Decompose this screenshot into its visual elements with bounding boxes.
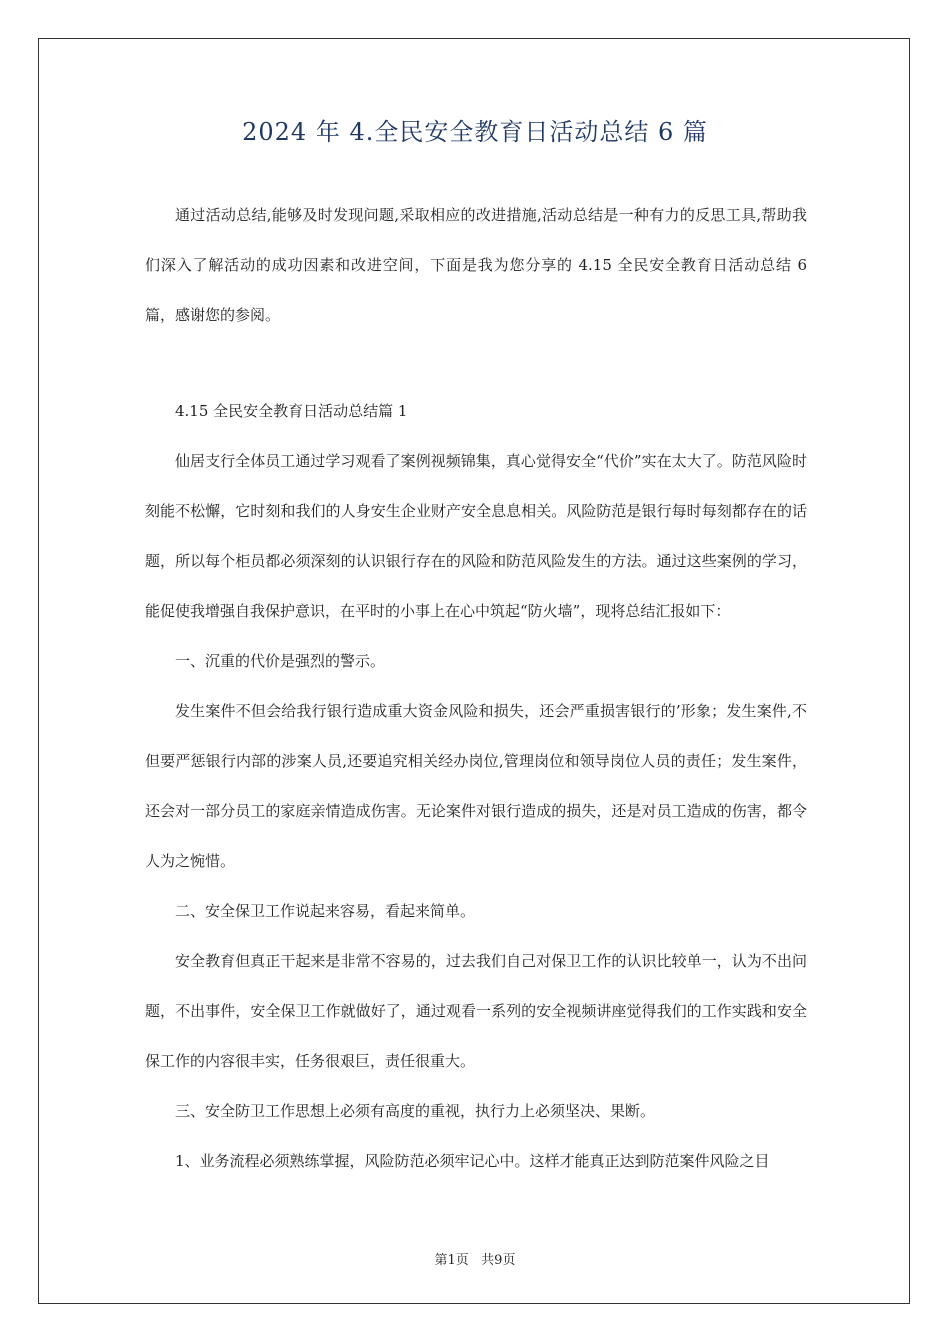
- document-title: 2024 年 4.全民安全教育日活动总结 6 篇: [242, 118, 708, 146]
- document-body: [145, 190, 807, 1186]
- intro-paragraph: 通过活动总结,能够及时发现问题,采取相应的改进措施,活动总结是一种有力的反思工具,帮助我们深入了解活动的成功因素和改进空间，下面是我为您分享的 4.15 全民安全教育日活动总结 6 篇，感谢您的参阅。: [145, 206, 807, 324]
- subheading-2: 二、安全保卫工作说起来容易，看起来简单。: [175, 902, 476, 920]
- section-heading: 4.15 全民安全教育日活动总结篇 1: [175, 402, 408, 420]
- body-paragraph: 发生案件不但会给我行银行造成重大资金风险和损失，还会严重损害银行的’形象；发生案件,不但要严惩银行内部的涉案人员,还要追究相关经办岗位,管理岗位和领导岗位人员的责任；发生案件，还会对一部分员工的家庭亲情造成伤害。无论案件对银行造成的损失，还是对员工造成的伤害，都令人为之惋惜。: [145, 702, 807, 870]
- subheading-3: 三、安全防卫工作思想上必须有高度的重视，执行力上必须坚决、果断。: [175, 1102, 656, 1120]
- body-paragraph: 仙居支行全体员工通过学习观看了案例视频锦集，真心觉得安全“代价”实在太大了。防范风险时刻能不松懈，它时刻和我们的人身安生企业财产安全息息相关。风险防范是银行每时每刻都存在的话题，所以每个柜员都必须深刻的认识银行存在的风险和防范风险发生的方法。通过这些案例的学习，能促使我增强自我保护意识，在平时的小事上在心中筑起“防火墙”，现将总结汇报如下：: [145, 452, 807, 620]
- page-number: 第1页 共9页: [434, 1253, 516, 1268]
- section-gap: [145, 340, 807, 386]
- body-paragraph: 安全教育但真正干起来是非常不容易的，过去我们自己对保卫工作的认识比较单一，认为不出问题，不出事件，安全保卫工作就做好了，通过观看一系列的安全视频讲座觉得我们的工作实践和安全保工作的内容很丰实，任务很艰巨，责任很重大。: [145, 952, 807, 1070]
- subheading-1: 一、沉重的代价是强烈的警示。: [175, 652, 386, 670]
- body-paragraph: 1、业务流程必须熟练掌握，风险防范必须牢记心中。这样才能真正达到防范案件风险之目: [175, 1152, 770, 1170]
